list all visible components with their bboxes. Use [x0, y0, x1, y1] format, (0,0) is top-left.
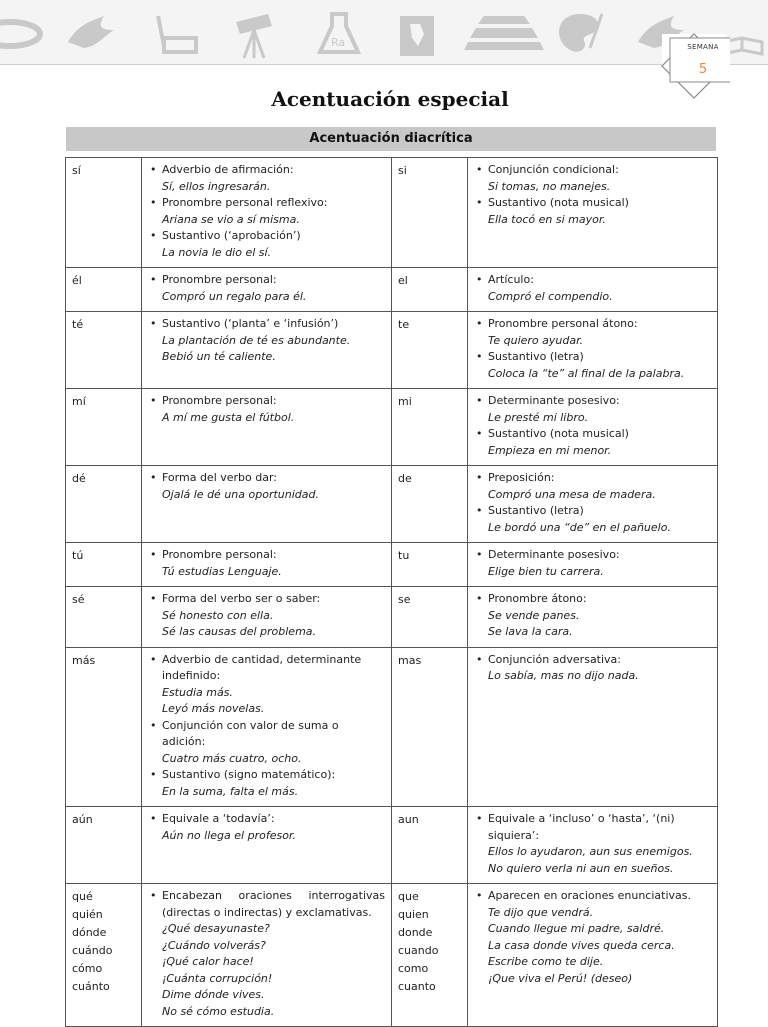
usage-example: A mí me gusta el fútbol. [162, 410, 295, 424]
table-row [66, 807, 718, 884]
pyramid-icon [464, 12, 544, 52]
week-label: SEMANA [687, 43, 719, 51]
usage-example: Compró el compendio. [488, 289, 613, 303]
usage-item [148, 195, 385, 228]
usage-item [474, 162, 711, 195]
book-quill-icon [150, 12, 200, 56]
table-heading: Acentuación diacrítica [66, 127, 716, 151]
accented-usage-cell [142, 158, 392, 268]
usage-list [148, 811, 385, 844]
table-row [66, 587, 718, 648]
accented-usage-cell [142, 807, 392, 884]
usage-list [474, 162, 711, 228]
svg-text:Ra: Ra [331, 36, 346, 49]
globe-icon [0, 12, 44, 52]
word: cuánto [72, 980, 110, 993]
usage-example: Compró una mesa de madera. [488, 487, 656, 501]
usage-item [148, 547, 385, 580]
diacritic-table [65, 157, 718, 1027]
usage-list [474, 316, 711, 382]
accented-usage-cell [142, 543, 392, 587]
word: mi [398, 395, 412, 408]
word: si [398, 164, 407, 177]
usage-item [474, 591, 711, 641]
unaccented-word-cell [392, 647, 468, 807]
usage-example: Aún no llega el profesor. [162, 828, 296, 842]
word: te [398, 318, 410, 331]
accented-word-cell [66, 389, 142, 466]
usage-example: Compró un regalo para él. [162, 289, 307, 303]
usage-label: • Preposición: [488, 471, 555, 484]
usage-example: Bebió un té caliente. [162, 350, 276, 363]
usage-item [474, 426, 711, 459]
word: mí [72, 395, 86, 408]
usage-item [474, 393, 711, 426]
usage-label: • Sustantivo (letra) [488, 350, 584, 363]
usage-label: • Sustantivo (‘aprobación’) [162, 229, 301, 242]
usage-item [474, 195, 711, 228]
unaccented-word-cell [392, 389, 468, 466]
word: sé [72, 593, 85, 606]
usage-example: Leyó más novelas. [162, 702, 265, 715]
accented-usage-cell [142, 312, 392, 389]
usage-list [474, 470, 711, 536]
usage-label: • Pronombre personal: [162, 394, 277, 407]
usage-list [148, 652, 385, 801]
usage-example: Lo sabía, mas no dijo nada. [488, 669, 639, 682]
unaccented-usage-cell [468, 543, 718, 587]
usage-label: • Conjunción con valor de suma o adición: [162, 718, 339, 748]
usage-label: • Sustantivo (nota musical) [488, 427, 629, 440]
accented-word-cell [66, 647, 142, 807]
usage-example: La novia le dio el sí. [162, 245, 272, 259]
usage-list [148, 888, 385, 1020]
usage-item [148, 470, 385, 503]
usage-item [148, 888, 385, 1020]
usage-list [474, 652, 711, 685]
usage-list [474, 888, 711, 987]
table-row [66, 466, 718, 543]
usage-example: No quiero verla ni aun en sueños. [488, 861, 674, 875]
usage-label: • Conjunción adversativa: [488, 652, 622, 666]
usage-example: Te quiero ayudar. [488, 333, 584, 347]
table-row [66, 312, 718, 389]
usage-list [474, 393, 711, 459]
usage-example: ¡Cuánta corrupción! [162, 971, 273, 985]
usage-example: Dime dónde vives. [162, 988, 265, 1001]
usage-list [474, 547, 711, 580]
usage-label: • Pronombre personal: [162, 273, 277, 286]
accented-usage-cell [142, 389, 392, 466]
usage-label: • Pronombre personal átono: [488, 317, 638, 330]
usage-item [474, 470, 711, 503]
usage-example: La casa donde vives queda cerca. [488, 938, 675, 952]
unaccented-usage-cell [468, 807, 718, 884]
usage-example: Se vende panes. [488, 608, 580, 622]
usage-example: Te dijo que vendrá. [488, 905, 594, 919]
accented-word-cell [66, 884, 142, 1027]
usage-item [148, 228, 385, 261]
usage-example: Cuando llegue mi padre, saldré. [488, 922, 665, 935]
unaccented-word-cell [392, 312, 468, 389]
usage-list [148, 393, 385, 426]
accented-usage-cell [142, 466, 392, 543]
usage-label: • Sustantivo (nota musical) [488, 196, 629, 209]
usage-item [474, 652, 711, 685]
usage-label: • Equivale a ‘todavía’: [162, 812, 275, 825]
word: aún [72, 813, 93, 826]
word: cuándo [72, 944, 113, 957]
usage-list [474, 811, 711, 877]
usage-item [148, 767, 385, 800]
accented-word-cell [66, 268, 142, 312]
usage-example: ¡Que viva el Perú! (deseo) [488, 971, 633, 985]
usage-example: Ariana se vio a sí misma. [162, 212, 300, 226]
usage-label: • Pronombre personal reflexivo: [162, 196, 328, 209]
unaccented-usage-cell [468, 312, 718, 389]
usage-label: • Adverbio de afirmación: [162, 163, 294, 176]
accented-word-cell [66, 543, 142, 587]
usage-item [148, 718, 385, 768]
word: cuanto [398, 980, 436, 993]
table-row [66, 158, 718, 268]
usage-item [148, 316, 385, 366]
usage-example: Ella tocó en si mayor. [488, 212, 606, 226]
telescope-icon [232, 12, 280, 60]
table-row [66, 389, 718, 466]
usage-example: Ellos lo ayudaron, aun sus enemigos. [488, 845, 693, 858]
week-number: 5 [698, 62, 708, 77]
unaccented-usage-cell [468, 389, 718, 466]
usage-example: Cuatro más cuatro, ocho. [162, 751, 302, 765]
usage-label: • Pronombre personal: [162, 548, 277, 561]
usage-example: Se lava la cara. [488, 625, 573, 638]
usage-list [148, 272, 385, 305]
word: quien [398, 908, 429, 921]
unaccented-word-cell [392, 268, 468, 312]
accented-usage-cell [142, 587, 392, 648]
usage-example: Escribe como te dije. [488, 955, 604, 968]
usage-label: • Forma del verbo ser o saber: [162, 592, 321, 605]
usage-example: Si tomas, no manejes. [488, 179, 611, 193]
usage-label: • Sustantivo (‘planta’ e ‘infusión’) [162, 317, 339, 330]
usage-example: Coloca la “te” al final de la palabra. [488, 366, 685, 380]
word: cómo [72, 962, 103, 975]
accented-word-cell [66, 587, 142, 648]
word: como [398, 962, 429, 975]
word: sí [72, 164, 81, 177]
table-row [66, 647, 718, 807]
unaccented-word-cell [392, 158, 468, 268]
usage-label: • Sustantivo (signo matemático): [162, 768, 336, 781]
word: té [72, 318, 84, 331]
usage-list [474, 272, 711, 305]
usage-label: • Forma del verbo dar: [162, 471, 278, 484]
unaccented-word-cell [392, 587, 468, 648]
usage-example: ¿Cuándo volverás? [162, 938, 266, 952]
dove-icon [64, 12, 120, 56]
table-row [66, 543, 718, 587]
usage-label: • Artículo: [488, 273, 534, 286]
palette-icon [556, 12, 604, 56]
unaccented-usage-cell [468, 158, 718, 268]
unaccented-usage-cell [468, 587, 718, 648]
unaccented-word-cell [392, 543, 468, 587]
usage-example: Ojalá le dé una oportunidad. [162, 487, 319, 501]
usage-example: No sé cómo estudia. [162, 1004, 275, 1018]
usage-example: En la suma, falta el más. [162, 784, 299, 798]
unaccented-usage-cell [468, 884, 718, 1027]
usage-label: • Determinante posesivo: [488, 548, 620, 561]
word: cuando [398, 944, 439, 957]
usage-list [148, 162, 385, 261]
usage-item [148, 811, 385, 844]
usage-example: Empieza en mi menor. [488, 443, 612, 457]
usage-label: • Pronombre átono: [488, 592, 587, 605]
usage-item [474, 316, 711, 349]
usage-label: • Conjunción condicional: [488, 163, 619, 176]
word: tu [398, 549, 410, 562]
usage-item [148, 162, 385, 195]
usage-item [148, 652, 385, 718]
usage-example: La plantación de té es abundante. [162, 333, 351, 347]
usage-item [474, 888, 711, 987]
usage-label: • Aparecen en oraciones enunciativas. [488, 889, 691, 902]
usage-example: Estudia más. [162, 685, 233, 699]
word: el [398, 274, 408, 287]
word: dónde [72, 926, 107, 939]
accented-word-cell [66, 807, 142, 884]
word: él [72, 274, 82, 287]
word: de [398, 472, 412, 485]
table-row [66, 268, 718, 312]
word: donde [398, 926, 433, 939]
map-book-icon [398, 12, 438, 60]
usage-example: Sí, ellos ingresarán. [162, 179, 271, 193]
word: se [398, 593, 411, 606]
word: quién [72, 908, 103, 921]
usage-item [148, 591, 385, 641]
usage-item [474, 503, 711, 536]
usage-item [474, 547, 711, 580]
word: dé [72, 472, 86, 485]
usage-example: ¿Qué desayunaste? [162, 922, 270, 935]
usage-list [148, 470, 385, 503]
usage-item [148, 393, 385, 426]
usage-example: Sé honesto con ella. [162, 608, 274, 622]
usage-label: • Encabezan oraciones interrogativas (directas o indirectas) y exclamativas. [162, 889, 385, 919]
usage-label: • Determinante posesivo: [488, 394, 620, 407]
usage-label: • Equivale a ‘incluso’ o ‘hasta’, ‘(ni) siquiera’: [488, 812, 675, 842]
usage-example: Le bordó una “de” en el pañuelo. [488, 520, 671, 534]
usage-label: • Adverbio de cantidad, determinante indefinido: [162, 652, 362, 682]
accented-usage-cell [142, 647, 392, 807]
accented-usage-cell [142, 268, 392, 312]
word: que [398, 890, 419, 903]
usage-example: Le presté mi libro. [488, 410, 589, 424]
usage-example: Elige bien tu carrera. [488, 564, 604, 578]
header-banner [0, 0, 768, 65]
table-row [66, 884, 718, 1027]
usage-item [474, 272, 711, 305]
usage-list [148, 591, 385, 641]
unaccented-word-cell [392, 807, 468, 884]
word: mas [398, 653, 422, 667]
usage-list [474, 591, 711, 641]
accented-word-cell [66, 158, 142, 268]
accented-usage-cell [142, 884, 392, 1027]
accented-word-cell [66, 466, 142, 543]
usage-item [474, 349, 711, 382]
unaccented-usage-cell [468, 268, 718, 312]
unaccented-word-cell [392, 466, 468, 543]
usage-item [474, 811, 711, 877]
word: qué [72, 890, 93, 903]
unaccented-word-cell [392, 884, 468, 1027]
usage-list [148, 316, 385, 366]
flask-icon [316, 12, 362, 58]
usage-example: Tú estudias Lenguaje. [162, 564, 282, 578]
accented-word-cell [66, 312, 142, 389]
page-title: Acentuación especial [271, 87, 509, 111]
usage-item [148, 272, 385, 305]
word: aun [398, 813, 419, 826]
unaccented-usage-cell [468, 647, 718, 807]
usage-example: Sé las causas del problema. [162, 625, 317, 638]
unaccented-usage-cell [468, 466, 718, 543]
usage-example: ¡Qué calor hace! [162, 955, 254, 968]
word: tú [72, 549, 84, 562]
word: más [72, 653, 96, 667]
usage-label: • Sustantivo (letra) [488, 504, 584, 517]
usage-list [148, 547, 385, 580]
